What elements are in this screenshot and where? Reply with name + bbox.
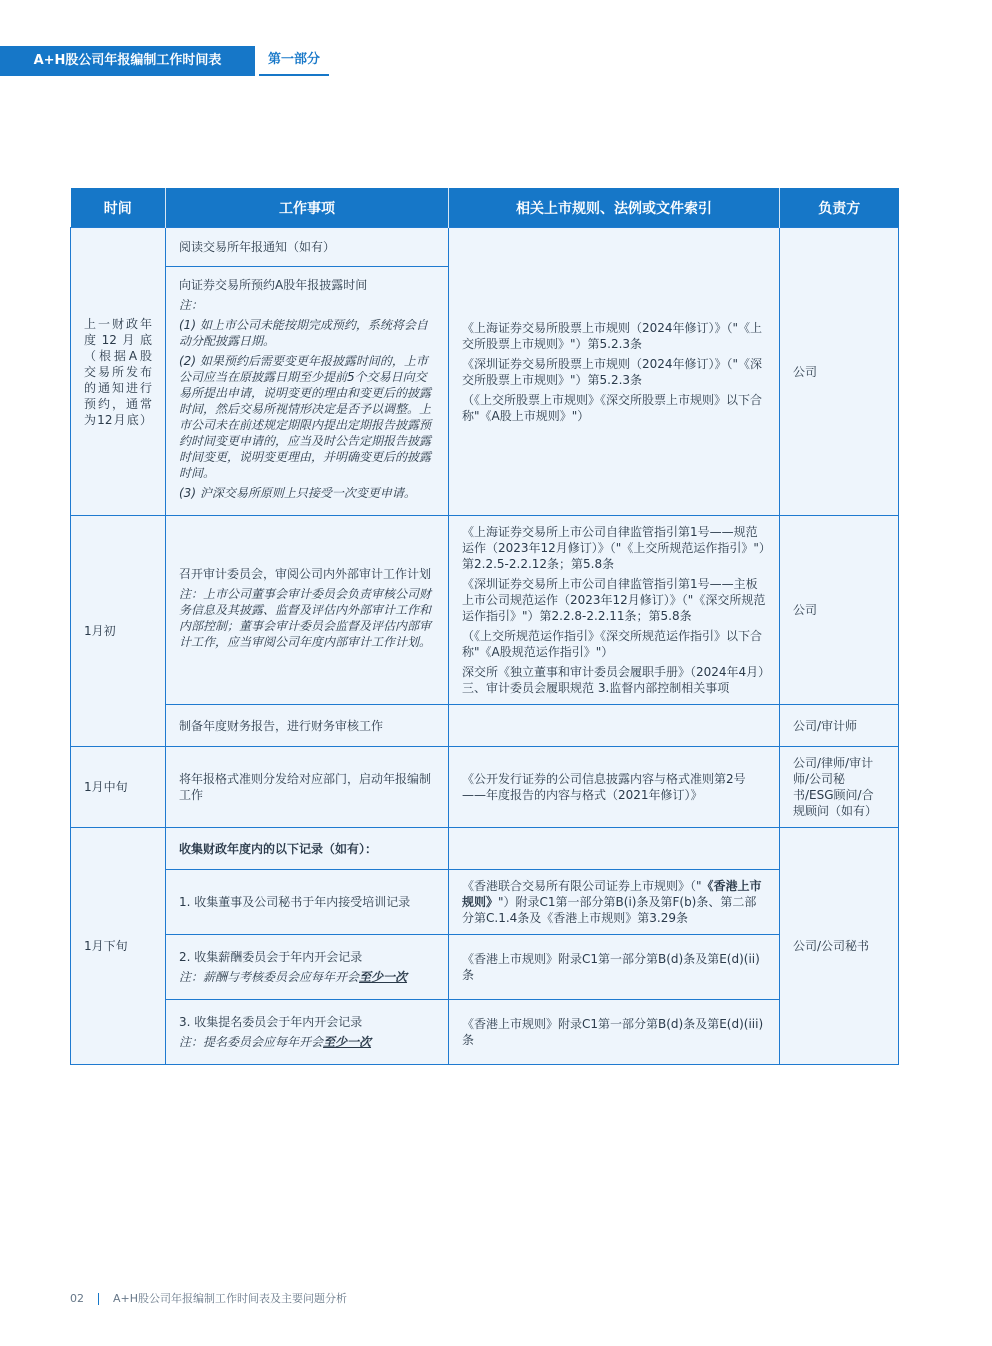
- note-text: [179, 969, 435, 985]
- reference-text: 《深圳证券交易所上市公司自律监管指引第1号——主板上市公司规范运作（2023年12月修订）》（"《深交所规范运作指引》"）第2.2.8-2.2.11条；第5.8条: [462, 577, 766, 623]
- col-header-reference: 相关上市规则、法例或文件索引: [449, 188, 780, 228]
- task-cell: 制备年度财务报告，进行财务审核工作: [166, 705, 449, 747]
- reference-text: "）附录C1第一部分第B(i)条及第F(b)条、第二部分第C.1.4条及《香港上市规则》第3.29条: [462, 895, 757, 925]
- col-header-owner: 负责方: [780, 188, 899, 228]
- reference-text: 深交所《独立董事和审计委员会履职手册》（2024年4月）三、审计委员会履职规范 3.监督内部控制相关事项: [462, 665, 765, 695]
- reference-text: 《香港联合交易所有限公司证券上市规则》（": [462, 879, 702, 893]
- task-cell: [166, 267, 449, 516]
- task-cell: 将年报格式准则分发给对应部门，启动年报编制工作: [166, 747, 449, 828]
- reference-cell: 《公开发行证券的公司信息披露内容与格式准则第2号——年度报告的内容与格式（2021年修订）》: [449, 747, 780, 828]
- table-row: [71, 705, 899, 747]
- task-title: 向证券交易所预约A股年报披露时间: [179, 278, 368, 292]
- footer-text: A+H股公司年报编制工作时间表及主要问题分析: [113, 1292, 348, 1305]
- note-text: (3) 沪深交易所原则上只接受一次变更申请。: [179, 486, 416, 500]
- reference-text: （《上交所规范运作指引》《深交所规范运作指引》以下合称"《A股规范运作指引》"）: [462, 629, 763, 659]
- footer-divider: [98, 1293, 99, 1305]
- task-title: 2. 收集薪酬委员会于年内开会记录: [179, 950, 363, 964]
- table-row: [71, 870, 899, 935]
- note-prefix: 注：提名委员会应每年开会: [179, 1035, 324, 1049]
- reference-cell: [449, 705, 780, 747]
- note-label: 注：: [179, 298, 204, 312]
- reference-text: 《上海证券交易所股票上市规则（2024年修订）》（"《上交所股票上市规则》"）第5.2.3条: [462, 320, 763, 351]
- note-text: 注：上市公司董事会审计委员会负责审核公司财务信息及其披露、监督及评估内外部审计工作和内部控制；董事会审计委员会监督及评估内部审计工作，应当审阅公司年度内部审计工作计划。: [179, 587, 432, 649]
- page-footer: [70, 1290, 347, 1306]
- time-cell: 上一财政年度12月底（根据A股交易所发布的通知进行预约，通常为12月底）: [71, 228, 166, 516]
- header-part-tab: 第一部分: [259, 46, 329, 76]
- owner-cell: 公司: [780, 228, 899, 516]
- reference-text: 《上海证券交易所上市公司自律监管指引第1号——规范运作（2023年12月修订）》（"《上交所规范运作指引》"）第2.2.5-2.2.12条；第5.8条: [462, 525, 765, 571]
- task-title: 召开审计委员会，审阅公司内外部审计工作计划: [179, 567, 432, 581]
- page-number: 02: [70, 1292, 84, 1305]
- table-row: [71, 747, 899, 828]
- reference-cell: 《香港上市规则》附录C1第一部分第B(d)条及第E(d)(iii)条: [449, 1000, 780, 1065]
- reference-cell: [449, 516, 780, 705]
- owner-cell: 公司/律师/审计师/公司秘书/ESG顾问/合规顾问（如有）: [780, 747, 899, 828]
- task-cell: [166, 1000, 449, 1065]
- time-cell: 1月中旬: [71, 747, 166, 828]
- note-prefix: 注：薪酬与考核委员会应每年开会: [179, 970, 360, 984]
- time-cell: 1月下旬: [71, 828, 166, 1065]
- col-header-time: 时间: [71, 188, 166, 228]
- table-header-row: [71, 188, 899, 228]
- table-row: [71, 516, 899, 705]
- note-emphasis: 至少一次: [323, 1035, 372, 1049]
- owner-cell: 公司/审计师: [780, 705, 899, 747]
- note-emphasis: 至少一次: [359, 970, 408, 984]
- table-row: [71, 1000, 899, 1065]
- schedule-table: [70, 188, 899, 1065]
- reference-cell: [449, 870, 780, 935]
- table-row: [71, 935, 899, 1000]
- reference-text: 《深圳证券交易所股票上市规则（2024年修订）》（"《深交所股票上市规则》"）第5.2.3条: [462, 356, 763, 387]
- task-title: 3. 收集提名委员会于年内开会记录: [179, 1015, 363, 1029]
- time-cell: 1月初: [71, 516, 166, 747]
- reference-cell: [449, 828, 780, 870]
- owner-cell: 公司/公司秘书: [780, 828, 899, 1065]
- reference-cell: [449, 228, 780, 516]
- owner-cell: 公司: [780, 516, 899, 705]
- task-cell: 阅读交易所年报通知（如有）: [166, 228, 449, 267]
- task-cell: [166, 935, 449, 1000]
- reference-bold-text: 《香港上市规则》: [462, 879, 762, 909]
- col-header-task: 工作事项: [166, 188, 449, 228]
- header-title: A+H股公司年报编制工作时间表: [0, 46, 255, 76]
- task-cell: 收集财政年度内的以下记录（如有）：: [166, 828, 449, 870]
- table-row: [71, 228, 899, 267]
- note-text: (2) 如果预约后需要变更年报披露时间的，上市公司应当在原披露日期至少提前5个交易日向交易所提出申请，说明变更的理由和变更后的披露时间，然后交易所视情形决定是否予以调整。上市公司未在前述规定期限内提出定期报告披露预约时间变更申请的，应当及时公告定期报告披露时间变更，说明变更理由，并明确变更后的披露时间。: [179, 354, 432, 480]
- note-text: (1) 如上市公司未能按期完成预约，系统将会自动分配披露日期。: [179, 318, 428, 348]
- task-cell: [166, 516, 449, 705]
- reference-text: （《上交所股票上市规则》《深交所股票上市规则》以下合称"《A股上市规则》"）: [462, 392, 763, 423]
- table-row: [71, 828, 899, 870]
- note-text: [179, 1034, 435, 1050]
- task-cell: 1. 收集董事及公司秘书于年内接受培训记录: [166, 870, 449, 935]
- reference-cell: 《香港上市规则》附录C1第一部分第B(d)条及第E(d)(ii)条: [449, 935, 780, 1000]
